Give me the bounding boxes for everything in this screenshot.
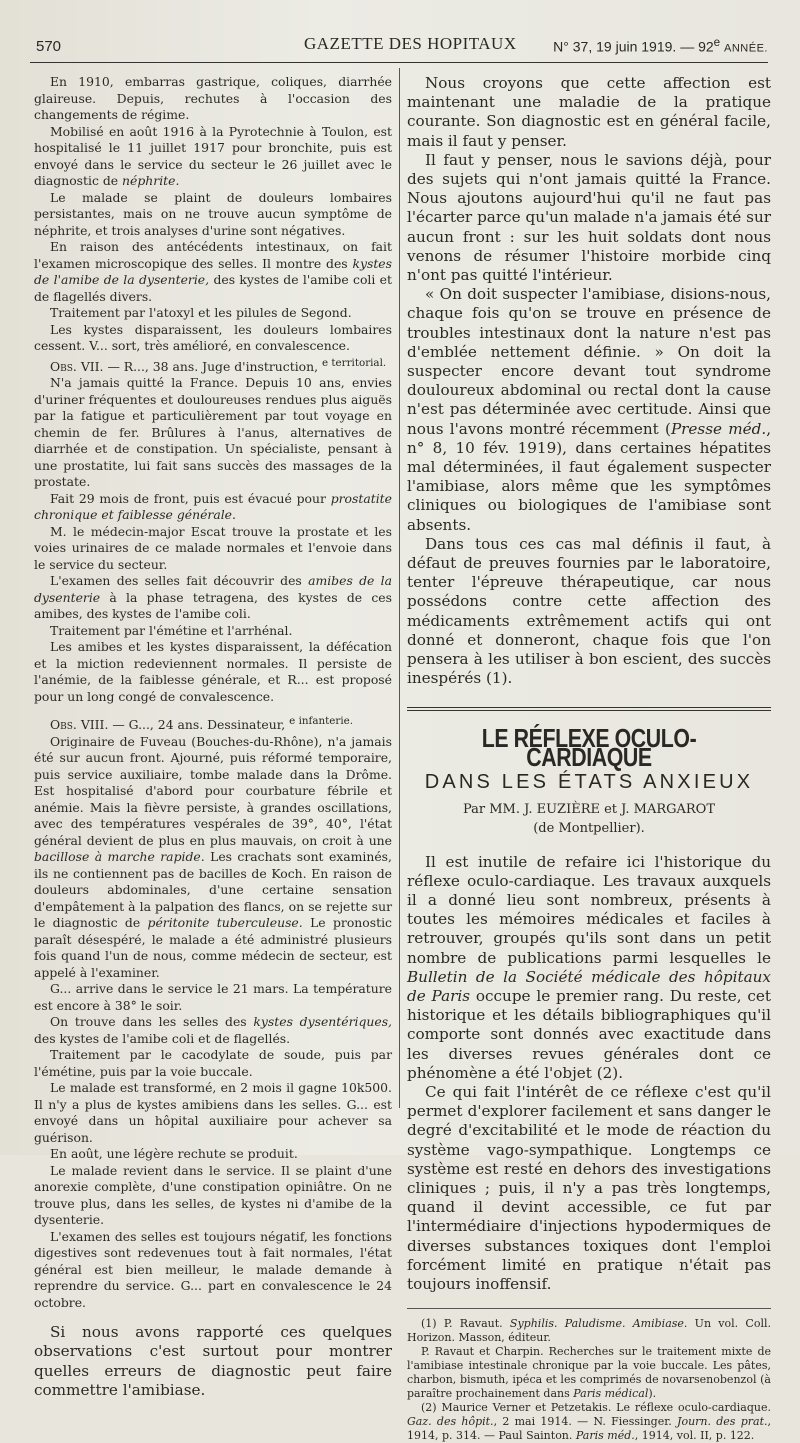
emphasis: Paris méd. <box>575 1429 635 1443</box>
paragraph: Traitement par l'atoxyl et les pilules de Segond. <box>50 305 352 320</box>
text: — R..., 38 ans. Juge d'instruction, <box>103 358 322 374</box>
emphasis: Syphilis. Paludisme. Amibiase. <box>509 1317 688 1331</box>
issue-date: N° 37, 19 juin 1919. — 92 <box>553 38 714 55</box>
paragraph: Traitement par le cacodylate de soude, puis par l'émétine, puis par la voie buccale. <box>34 1047 392 1079</box>
text: (1) P. Ravaut. <box>421 1317 510 1331</box>
text: , 2 mai 1914. — N. Fiessinger. <box>493 1415 678 1429</box>
article-separator <box>407 707 771 711</box>
text: occupe le premier rang. Du reste, cet historique et les détails bibliographiques qu'il comporte sont donnés avec exactitude dans les diverses revues générales dont ce phénomène a été l'objet (2). <box>407 986 771 1082</box>
article-body <box>407 853 771 1295</box>
paragraph <box>34 734 392 982</box>
text: Le pronostic paraît désespéré, le malade a été administré plusieurs fois quand l'un de nous, comme médecin de secteur, est appelé à l'examiner. <box>34 915 392 980</box>
text: ). <box>648 1387 657 1401</box>
text: Fait 29 mois de front, puis est évacué pour <box>50 490 331 506</box>
affiliation: (de Montpellier). <box>533 821 645 837</box>
emphasis: Gaz. des hôpit. <box>407 1415 494 1429</box>
paragraph: Le malade revient dans le service. Il se plaint d'une anorexie complète, d'une constipation opiniâtre. On ne trouve plus, dans les selles, de kystes ni d'amibe de la dysenterie. <box>34 1162 392 1228</box>
text: Mobilisé en août 1916 à la Pyrotechnie à Toulon, est hospitalisé le 11 juillet 1917 pour bronchite, puis est envoyé dans le service du secteur le 26 juillet avec le diagnostic de <box>34 123 392 188</box>
paragraph <box>34 1014 392 1047</box>
paragraph: N'a jamais quitté la France. Depuis 10 ans, envies d'uriner fréquentes et douloureuses rendues plus aiguës par la fatigue et particulièrement par tout voyage en chemin de fer. Brûlures à l'anus, alternatives de diarrhée et de constipation. Un spécialiste, pensant à une prostatite, lui fait sans succès des massages de la prostate. <box>34 375 392 490</box>
text: Un vol. Coll. Horizon. Masson, éditeur. <box>407 1317 771 1345</box>
observation-label: Obs. VII. <box>50 358 104 374</box>
paragraph <box>407 285 771 535</box>
text: à la phase tetragena, des kystes de ces amibes, des kystes de l'amibe coli. <box>34 589 392 622</box>
text: Originaire de Fuveau (Bouches-du-Rhône), n'a jamais été sur aucun front. Ajourné, puis réformé temporaire, puis service auxiliaire, tombe malade dans la Drôme. Est hospitalisé d'abord pour courbature fébrile et anémie. Mais la fièvre persiste, à grandes oscillations, avec des températures vespérales de 39°, 40°, l'état général devient de plus en plus mauvais, on croit à une <box>34 733 392 848</box>
running-header <box>36 34 768 60</box>
emphasis: Bulletin de la Société médicale des hôpitaux de Paris <box>407 967 771 1005</box>
paragraph: Le malade est transformé, en 2 mois il gagne 10k500. Il n'y a plus de kystes amibiens dans les selles. G... est envoyé dans un hôpital auxiliaire pour achever sa guérison. <box>34 1080 392 1145</box>
text: , 1914, p. 314. — Paul Sainton. <box>407 1415 772 1443</box>
paragraph: L'examen des selles est toujours négatif, les fonctions digestives sont redevenues tout à fait normales, l'état général est bien meilleur, le malade demande à reprendre du service. G... part en convalescence le 24 octobre. <box>34 1228 392 1310</box>
paragraph: En août, une légère rechute se produit. <box>50 1146 298 1162</box>
issue-info <box>553 36 768 55</box>
emphasis: Presse méd. <box>670 419 767 438</box>
text: (2) Maurice Verner et Petzetakis. Le réflexe oculo-cardiaque. <box>421 1401 771 1415</box>
emphasis: néphrite. <box>122 173 180 188</box>
header-rule <box>30 62 768 63</box>
text: , n° 8, 10 fév. 1919), dans certaines hépatites mal déterminées, il faut également suspecter l'amibiase, alors même que les symptômes cliniques ou biologiques de l'amibiase sont absents. <box>407 419 772 534</box>
right-column <box>407 74 771 1443</box>
paragraph <box>34 239 392 305</box>
text: des kystes de l'amibe coli et de flagellés divers. <box>34 272 392 304</box>
observation-label: Obs. VIII. <box>50 717 109 733</box>
journal-title: GAZETTE DES HOPITAUX <box>304 34 517 53</box>
paragraph <box>34 573 392 623</box>
paragraph: Les amibes et les kystes disparaissent, la défécation et la miction redeviennent normales. Il persiste de l'anémie, de la faiblesse générale, et R... est proposé pour un long congé de convalescence. <box>34 639 392 704</box>
footnote <box>407 1317 771 1345</box>
observation-heading <box>34 713 392 734</box>
text: Il est inutile de refaire ici l'historique du réflexe oculo-cardiaque. Les travaux auxquels il a donné lieu sont nombreux, présents à toutes les mémoires médicales et faciles à retrouver, groupés qu'ils sont dans un petit nombre de publications parmi lesquelles le <box>407 852 771 967</box>
footnote <box>407 1345 771 1401</box>
text: « On doit suspecter l'amibiase, disions-nous, chaque fois qu'on se trouve en présence de troubles intestinaux dont la nature n'est pas d'emblée nettement définie. » On doit la suspecter encore devant tout syndrome douloureux abdominal ou rectal dont la cause n'est pas déterminée avec certitude. Ainsi que nous l'avons montré récemment ( <box>407 285 771 438</box>
observation-heading <box>34 355 392 376</box>
emphasis: bacillose à marche rapide. <box>34 849 205 865</box>
byline: Par MM. J. EUZIÈRE et J. MARGAROT <box>462 802 716 818</box>
text: P. Ravaut et Charpin. Recherches sur le traitement mixte de l'amibiase intestinale chronique par la voie buccale. Les pâtes, charbon, bismuth, ipéca et les comprimés de novarsenobenzol (à paraître prochainement dans <box>407 1345 771 1401</box>
paragraph: Les kystes disparaissent, les douleurs lombaires cessent. V... sort, très amélioré, en convalescence. <box>34 321 392 353</box>
paragraph: G... arrive dans le service le 21 mars. La température est encore à 38° le soir. <box>34 981 392 1013</box>
left-column <box>34 74 392 1400</box>
text: On trouve dans les selles des <box>50 1014 254 1030</box>
emphasis: Journ. des prat. <box>677 1415 768 1429</box>
paragraph <box>34 491 392 524</box>
paragraph: Le malade se plaint de douleurs lombaires persistantes, mais on ne trouve aucun symptôme de néphrite, et trois analyses d'urine sont négatives. <box>34 189 392 238</box>
paragraph: En 1910, embarras gastrique, coliques, diarrhée glaireuse. Depuis, rechutes à l'occasion des changements de régime. <box>34 74 392 122</box>
article-title: LE RÉFLEXE OCULO-CARDIAQUE <box>481 722 697 772</box>
paragraph: M. le médecin-major Escat trouve la prostate et les voies urinaires de ce malade normales et l'envoie dans le service du secteur. <box>34 523 392 572</box>
emphasis: amibes de la dysenterie <box>34 573 392 605</box>
text: , 1914, vol. II, p. 122. <box>634 1429 755 1443</box>
emphasis: kystes dysentériques, <box>253 1014 392 1030</box>
text: L'examen des selles fait découvrir des <box>50 573 309 589</box>
emphasis: prostatite chronique et faiblesse générale. <box>34 490 392 523</box>
conclusion-paragraph: Si nous avons rapporté ces quelques observations c'est surtout pour montrer quelles erreurs de diagnostic peut faire commettre l'amibiase. <box>34 1323 392 1399</box>
footnote <box>407 1401 771 1443</box>
text: e infanterie. <box>289 715 354 728</box>
text: des kystes de l'amibe coli et de flagellés. <box>34 1030 291 1046</box>
page-number: 570 <box>36 38 62 55</box>
paragraph <box>34 124 392 190</box>
text: Les crachats sont examinés, ils ne contiennent pas de bacilles de Koch. En raison de douleurs abdominales, d'une certaine sensation d'empâtement à la palpation des flancs, on se rejette sur le diagnostic de <box>34 849 392 931</box>
paragraph <box>407 853 771 1083</box>
paragraph: Traitement par l'émétine et l'arrhénal. <box>50 622 293 638</box>
paragraph: Il faut y penser, nous le savions déjà, pour des sujets qui n'ont jamais quitté la France. Nous ajoutons aujourd'hui qu'il ne faut pas l'écarter parce qu'un malade n'a jamais été sur aucun front : sur les huit soldats dont nous venons de résumer l'histoire morbide cinq n'ont pas quitté l'intérieur. <box>407 150 771 285</box>
text: e territorial. <box>321 356 387 369</box>
column-divider <box>399 68 400 1108</box>
emphasis: kystes de l'amibe de la dysenterie, <box>34 255 392 287</box>
paragraph: Ce qui fait l'intérêt de ce réflexe c'est qu'il permet d'explorer facilement et sans danger le degré d'excitabilité et le mode de réaction du système vago-sympathique. Longtemps ce système est resté en dehors des investigations cliniques ; puis, il n'y a pas très longtemps, quand il devint accessible, ce fut par l'intermédiaire d'injections hypodermiques de diverses substances toxiques dont l'emploi forcément limité en pratique n'était pas toujours inoffensif. <box>407 1082 771 1293</box>
emphasis: Paris médical <box>573 1387 649 1401</box>
footnote-rule <box>407 1308 771 1309</box>
article-subtitle: DANS LES ÉTATS ANXIEUX <box>424 770 754 793</box>
text: — G..., 24 ans. Dessinateur, <box>108 717 290 733</box>
paragraph: Nous croyons que cette affection est maintenant une maladie de la pratique courante. Son diagnostic est en général facile, mais il faut y penser. <box>407 74 771 150</box>
paragraph: Dans tous ces cas mal définis il faut, à défaut de preuves fournies par le laboratoire, tenter l'épreuve thérapeutique, car nous possédons contre cette affection des médicaments extrêmement actifs qui ont donné et donneront, chaque fois que l'on pensera à les utiliser à bon escient, des succès inespérés (1). <box>407 534 771 688</box>
issue-year-suffix: e <box>713 36 721 49</box>
text: En raison des antécédents intestinaux, on fait l'examen microscopique des selles. Il montre des <box>34 239 392 271</box>
issue-year-label: ANNÉE. <box>724 42 768 55</box>
emphasis: péritonite tuberculeuse. <box>147 915 303 931</box>
